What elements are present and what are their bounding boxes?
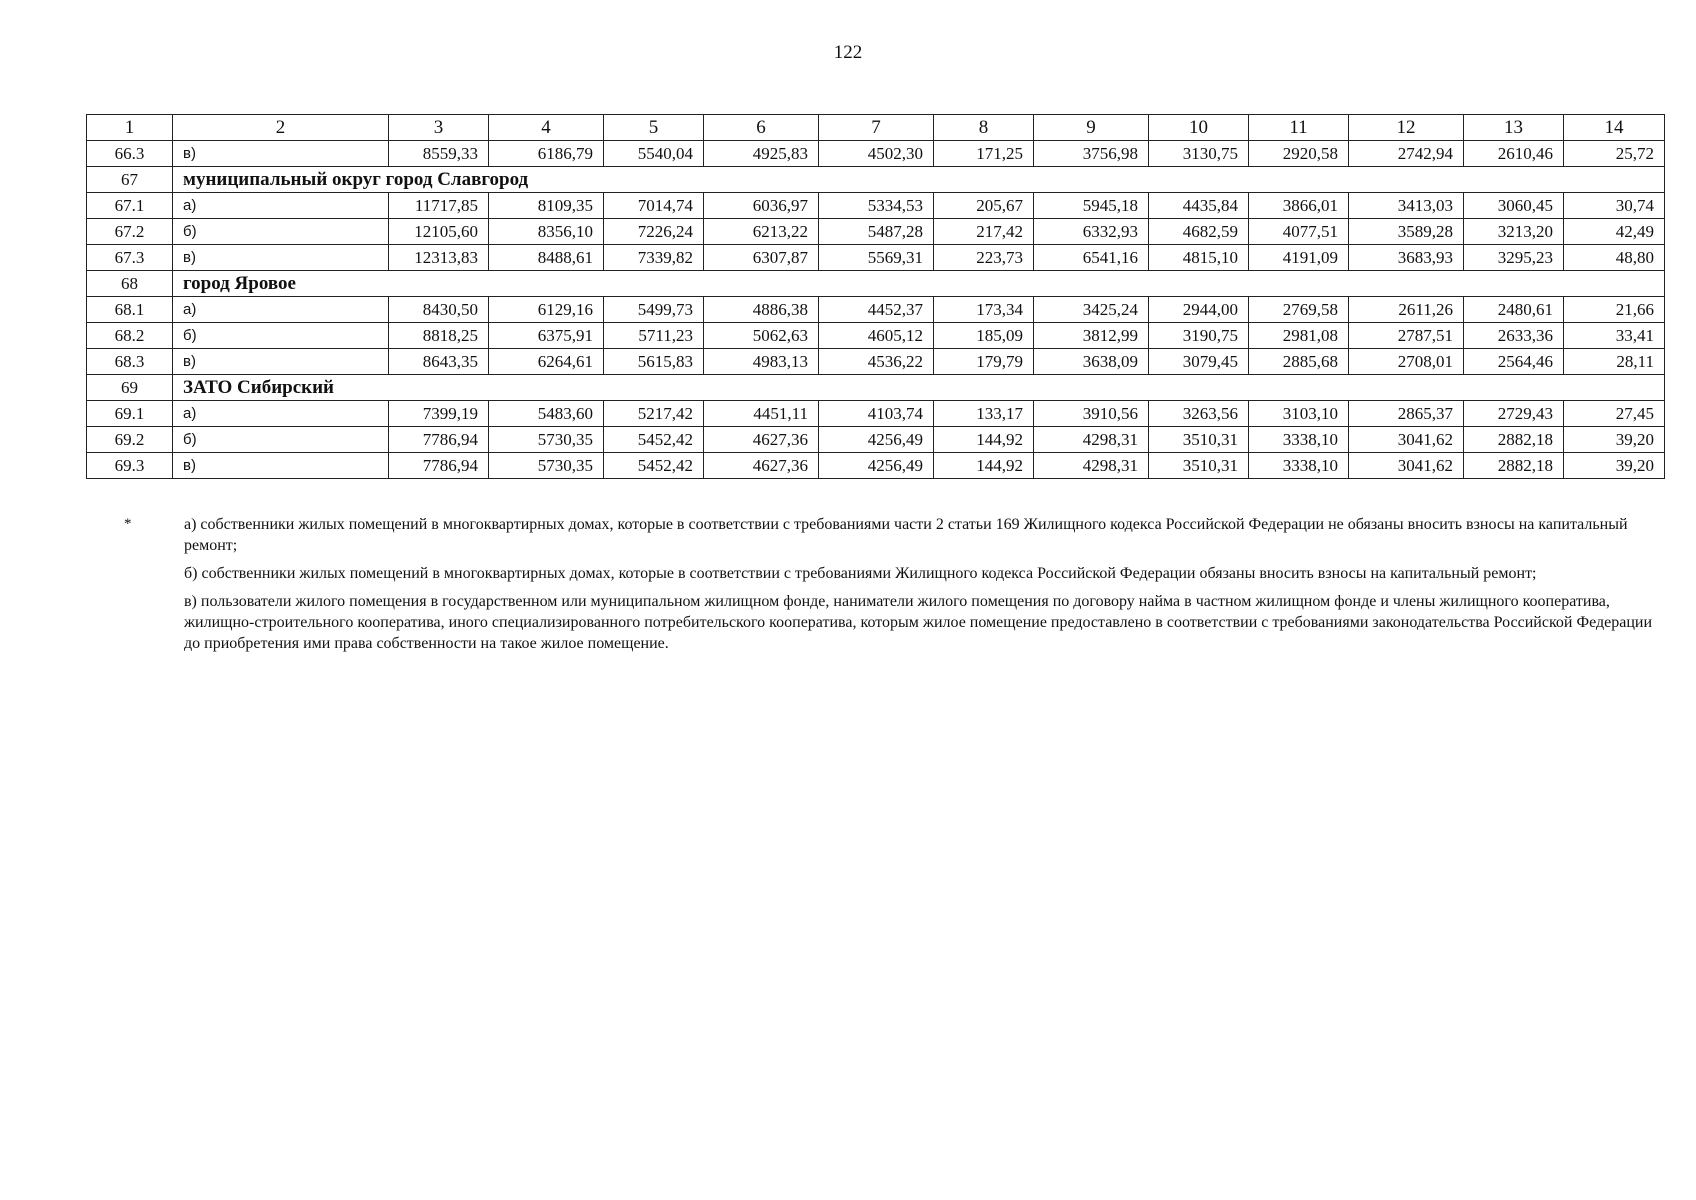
table-cell: 5730,35 bbox=[489, 427, 604, 453]
table-cell: 3190,75 bbox=[1149, 323, 1249, 349]
table-row bbox=[87, 141, 1665, 167]
column-header: 2 bbox=[173, 115, 389, 141]
table-cell: 5334,53 bbox=[819, 193, 934, 219]
table-cell: 3812,99 bbox=[1034, 323, 1149, 349]
table-cell: 3510,31 bbox=[1149, 427, 1249, 453]
table-cell: 2611,26 bbox=[1349, 297, 1464, 323]
table-cell: 12105,60 bbox=[389, 219, 489, 245]
row-number: 67 bbox=[87, 167, 173, 193]
row-number: 69.2 bbox=[87, 427, 173, 453]
table-cell: 4256,49 bbox=[819, 453, 934, 479]
table-cell: 3910,56 bbox=[1034, 401, 1149, 427]
table-cell: 5452,42 bbox=[604, 453, 704, 479]
column-header: 14 bbox=[1564, 115, 1665, 141]
table-row bbox=[87, 349, 1665, 375]
column-header: 10 bbox=[1149, 115, 1249, 141]
table-cell: 5569,31 bbox=[819, 245, 934, 271]
table-cell: 2944,00 bbox=[1149, 297, 1249, 323]
table-cell: 6213,22 bbox=[704, 219, 819, 245]
table-cell: 3263,56 bbox=[1149, 401, 1249, 427]
row-number: 69 bbox=[87, 375, 173, 401]
table-cell: 8356,10 bbox=[489, 219, 604, 245]
column-header: 9 bbox=[1034, 115, 1149, 141]
row-category: б) bbox=[173, 323, 389, 349]
table-cell: 4502,30 bbox=[819, 141, 934, 167]
column-header: 6 bbox=[704, 115, 819, 141]
table-cell: 2564,46 bbox=[1464, 349, 1564, 375]
table-row bbox=[87, 401, 1665, 427]
table-cell: 144,92 bbox=[934, 453, 1034, 479]
table-cell: 3510,31 bbox=[1149, 453, 1249, 479]
row-number: 66.3 bbox=[87, 141, 173, 167]
table-cell: 6332,93 bbox=[1034, 219, 1149, 245]
table-cell: 7226,24 bbox=[604, 219, 704, 245]
column-header: 8 bbox=[934, 115, 1034, 141]
table-cell: 3638,09 bbox=[1034, 349, 1149, 375]
table-cell: 3338,10 bbox=[1249, 427, 1349, 453]
column-header: 3 bbox=[389, 115, 489, 141]
table-cell: 3756,98 bbox=[1034, 141, 1149, 167]
row-category: б) bbox=[173, 219, 389, 245]
table-cell: 217,42 bbox=[934, 219, 1034, 245]
table-cell: 4298,31 bbox=[1034, 427, 1149, 453]
table-cell: 6375,91 bbox=[489, 323, 604, 349]
table-cell: 2742,94 bbox=[1349, 141, 1464, 167]
table-cell: 4605,12 bbox=[819, 323, 934, 349]
footnote-item: в) пользователи жилого помещения в государственном или муниципальном жилищном фонде, наниматели жилого помещения по договору найма в частном жилищном фонде и члены жилищного кооператива, жилищно-строительного кооператива, иного специализированного потребительского кооператива, которым жилое помещение предоставлено в соответствии с требованиями законодательства Российской Федерации до приобретения ими права собственности на такое жилое помещение. bbox=[184, 593, 1653, 652]
table-cell: 4298,31 bbox=[1034, 453, 1149, 479]
table-cell: 3041,62 bbox=[1349, 453, 1464, 479]
table-cell: 8643,35 bbox=[389, 349, 489, 375]
table-cell: 2981,08 bbox=[1249, 323, 1349, 349]
footnote-item: б) собственники жилых помещений в многоквартирных домах, которые в соответствии с требованиями Жилищного кодекса Российской Федерации обязаны вносить взносы на капитальный ремонт; bbox=[184, 565, 1537, 582]
table-cell: 5487,28 bbox=[819, 219, 934, 245]
column-header: 4 bbox=[489, 115, 604, 141]
table-cell: 4815,10 bbox=[1149, 245, 1249, 271]
row-number: 69.1 bbox=[87, 401, 173, 427]
table-cell: 3103,10 bbox=[1249, 401, 1349, 427]
row-number: 68.2 bbox=[87, 323, 173, 349]
table-cell: 5483,60 bbox=[489, 401, 604, 427]
table-cell: 4256,49 bbox=[819, 427, 934, 453]
table-cell: 4077,51 bbox=[1249, 219, 1349, 245]
table-cell: 4435,84 bbox=[1149, 193, 1249, 219]
table-cell: 5711,23 bbox=[604, 323, 704, 349]
table-cell: 6541,16 bbox=[1034, 245, 1149, 271]
table-row bbox=[87, 427, 1665, 453]
table-cell: 5452,42 bbox=[604, 427, 704, 453]
row-category: а) bbox=[173, 193, 389, 219]
table-row bbox=[87, 245, 1665, 271]
table-cell: 4536,22 bbox=[819, 349, 934, 375]
table-cell: 12313,83 bbox=[389, 245, 489, 271]
table-cell: 3041,62 bbox=[1349, 427, 1464, 453]
row-number: 67.3 bbox=[87, 245, 173, 271]
row-number: 67.2 bbox=[87, 219, 173, 245]
table-cell: 21,66 bbox=[1564, 297, 1665, 323]
table-cell: 4925,83 bbox=[704, 141, 819, 167]
table-cell: 6264,61 bbox=[489, 349, 604, 375]
table-cell: 223,73 bbox=[934, 245, 1034, 271]
table-cell: 5217,42 bbox=[604, 401, 704, 427]
row-number: 68 bbox=[87, 271, 173, 297]
table-cell: 42,49 bbox=[1564, 219, 1665, 245]
table-cell: 7014,74 bbox=[604, 193, 704, 219]
table-row bbox=[87, 193, 1665, 219]
table-cell: 4983,13 bbox=[704, 349, 819, 375]
footnote-marker: * bbox=[124, 516, 132, 532]
table-cell: 3079,45 bbox=[1149, 349, 1249, 375]
table-cell: 7339,82 bbox=[604, 245, 704, 271]
column-header: 5 bbox=[604, 115, 704, 141]
footnotes bbox=[120, 514, 1664, 661]
table-cell: 171,25 bbox=[934, 141, 1034, 167]
column-header: 13 bbox=[1464, 115, 1564, 141]
table-cell: 8818,25 bbox=[389, 323, 489, 349]
footnote-item: а) собственники жилых помещений в многоквартирных домах, которые в соответствии с требованиями части 2 статьи 169 Жилищного кодекса Российской Федерации не обязаны вносить взносы на капитальный ремонт; bbox=[184, 516, 1628, 554]
table-cell: 2480,61 bbox=[1464, 297, 1564, 323]
table-cell: 3413,03 bbox=[1349, 193, 1464, 219]
table-cell: 7399,19 bbox=[389, 401, 489, 427]
tariff-table bbox=[86, 114, 1665, 479]
table-cell: 2633,36 bbox=[1464, 323, 1564, 349]
table-cell: 2920,58 bbox=[1249, 141, 1349, 167]
table-cell: 33,41 bbox=[1564, 323, 1665, 349]
column-header: 11 bbox=[1249, 115, 1349, 141]
table-cell: 3213,20 bbox=[1464, 219, 1564, 245]
table-row bbox=[87, 453, 1665, 479]
table-cell: 3060,45 bbox=[1464, 193, 1564, 219]
table-cell: 3425,24 bbox=[1034, 297, 1149, 323]
table-cell: 6129,16 bbox=[489, 297, 604, 323]
row-number: 68.3 bbox=[87, 349, 173, 375]
section-row bbox=[87, 167, 1665, 193]
table-cell: 8109,35 bbox=[489, 193, 604, 219]
table-cell: 2610,46 bbox=[1464, 141, 1564, 167]
table-cell: 173,34 bbox=[934, 297, 1034, 323]
column-header: 1 bbox=[87, 115, 173, 141]
row-category: в) bbox=[173, 349, 389, 375]
table-cell: 5062,63 bbox=[704, 323, 819, 349]
table-cell: 5615,83 bbox=[604, 349, 704, 375]
table-cell: 6186,79 bbox=[489, 141, 604, 167]
table-body bbox=[87, 141, 1665, 479]
table-cell: 30,74 bbox=[1564, 193, 1665, 219]
table-cell: 5730,35 bbox=[489, 453, 604, 479]
table-cell: 2729,43 bbox=[1464, 401, 1564, 427]
page-number: 122 bbox=[833, 42, 863, 63]
table-row bbox=[87, 219, 1665, 245]
table-cell: 4682,59 bbox=[1149, 219, 1249, 245]
table-cell: 3130,75 bbox=[1149, 141, 1249, 167]
table-cell: 27,45 bbox=[1564, 401, 1665, 427]
table-cell: 11717,85 bbox=[389, 193, 489, 219]
table-cell: 2882,18 bbox=[1464, 453, 1564, 479]
row-category: в) bbox=[173, 245, 389, 271]
row-number: 68.1 bbox=[87, 297, 173, 323]
table-cell: 2787,51 bbox=[1349, 323, 1464, 349]
row-category: а) bbox=[173, 401, 389, 427]
table-cell: 28,11 bbox=[1564, 349, 1665, 375]
table-cell: 3589,28 bbox=[1349, 219, 1464, 245]
table-cell: 4627,36 bbox=[704, 427, 819, 453]
table-cell: 185,09 bbox=[934, 323, 1034, 349]
table-cell: 5499,73 bbox=[604, 297, 704, 323]
section-title: город Яровое bbox=[173, 271, 1665, 297]
table-cell: 4452,37 bbox=[819, 297, 934, 323]
table-cell: 6036,97 bbox=[704, 193, 819, 219]
table-cell: 205,67 bbox=[934, 193, 1034, 219]
table-cell: 2885,68 bbox=[1249, 349, 1349, 375]
table-cell: 3683,93 bbox=[1349, 245, 1464, 271]
section-row bbox=[87, 375, 1665, 401]
row-number: 67.1 bbox=[87, 193, 173, 219]
row-number: 69.3 bbox=[87, 453, 173, 479]
table-cell: 5945,18 bbox=[1034, 193, 1149, 219]
table-cell: 5540,04 bbox=[604, 141, 704, 167]
section-row bbox=[87, 271, 1665, 297]
table-header-row bbox=[87, 115, 1665, 141]
table-cell: 39,20 bbox=[1564, 427, 1665, 453]
row-category: в) bbox=[173, 141, 389, 167]
row-category: в) bbox=[173, 453, 389, 479]
table-cell: 7786,94 bbox=[389, 427, 489, 453]
table-row bbox=[87, 323, 1665, 349]
table-cell: 133,17 bbox=[934, 401, 1034, 427]
table-cell: 48,80 bbox=[1564, 245, 1665, 271]
table-cell: 144,92 bbox=[934, 427, 1034, 453]
table-cell: 4451,11 bbox=[704, 401, 819, 427]
row-category: а) bbox=[173, 297, 389, 323]
section-title: муниципальный округ город Славгород bbox=[173, 167, 1665, 193]
column-header: 12 bbox=[1349, 115, 1464, 141]
table-cell: 4191,09 bbox=[1249, 245, 1349, 271]
table-cell: 8488,61 bbox=[489, 245, 604, 271]
table-cell: 8430,50 bbox=[389, 297, 489, 323]
table-cell: 3338,10 bbox=[1249, 453, 1349, 479]
section-title: ЗАТО Сибирский bbox=[173, 375, 1665, 401]
row-category: б) bbox=[173, 427, 389, 453]
table-cell: 7786,94 bbox=[389, 453, 489, 479]
table-row bbox=[87, 297, 1665, 323]
table-cell: 8559,33 bbox=[389, 141, 489, 167]
table-cell: 2865,37 bbox=[1349, 401, 1464, 427]
table-cell: 25,72 bbox=[1564, 141, 1665, 167]
table-cell: 4103,74 bbox=[819, 401, 934, 427]
table-cell: 3866,01 bbox=[1249, 193, 1349, 219]
table-cell: 4627,36 bbox=[704, 453, 819, 479]
column-header: 7 bbox=[819, 115, 934, 141]
table-cell: 6307,87 bbox=[704, 245, 819, 271]
table-cell: 2708,01 bbox=[1349, 349, 1464, 375]
table-cell: 2882,18 bbox=[1464, 427, 1564, 453]
table-cell: 3295,23 bbox=[1464, 245, 1564, 271]
table-cell: 2769,58 bbox=[1249, 297, 1349, 323]
table-cell: 179,79 bbox=[934, 349, 1034, 375]
table-cell: 4886,38 bbox=[704, 297, 819, 323]
table-cell: 39,20 bbox=[1564, 453, 1665, 479]
